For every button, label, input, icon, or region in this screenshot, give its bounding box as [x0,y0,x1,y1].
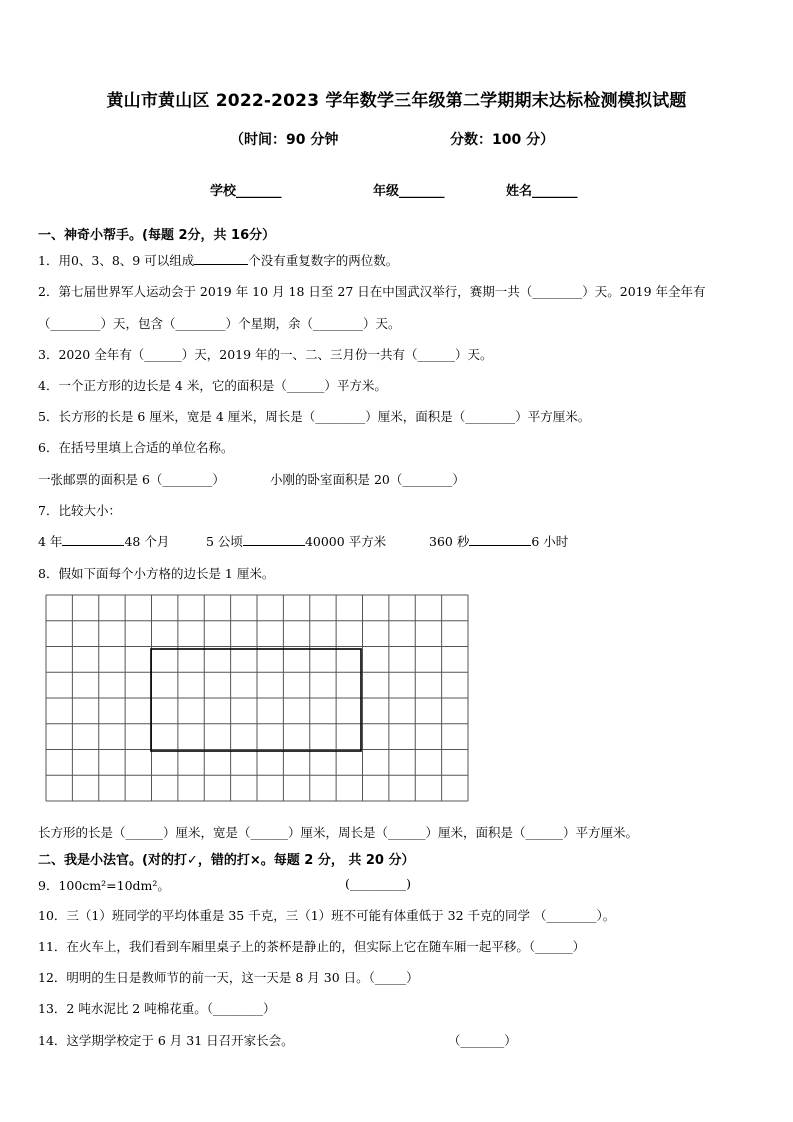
name-field[interactable]: 姓名_______ [506,184,578,199]
compare-a-right: 48 个月 [124,534,170,549]
question-14-answer[interactable]: （_______） [448,1033,517,1048]
question-1-blank[interactable] [194,252,248,265]
compare-b-left: 5 公顷 [206,534,243,549]
question-7-compare-a [38,532,169,550]
question-6-stem: 6．在括号里填上合适的单位名称。 [38,440,234,455]
compare-b-blank[interactable] [243,533,305,546]
question-11: 11．在火车上，我们看到车厢里桌子上的茶杯是静止的，但实际上它在随车厢一起平移。（______） [38,939,586,954]
grid-lines [46,595,468,801]
question-7-compare-b [206,532,386,550]
question-6-b: 小刚的卧室面积是 20（________） [270,472,465,487]
question-8-stem: 8．假如下面每个小方格的边长是 1 厘米。 [38,566,275,581]
page-title: 黄山市黄山区 2022-2023 学年数学三年级第二学期期末达标检测模拟试题 [106,91,687,111]
compare-b-right: 40000 平方米 [304,534,387,549]
question-7-compare-c [429,532,568,550]
rectangle-shape [151,649,361,751]
question-2-line-2: （________）天，包含（________）个星期，余（________）天。 [38,316,401,331]
section-1-title: 一、神奇小帮手。(每题 2分，共 16分） [38,228,276,243]
question-3: 3．2020 全年有（______）天，2019 年的一、二、三月份一共有（______）天。 [38,347,493,362]
question-12: 12．明明的生日是教师节的前一天，这一天是 8 月 30 日。（_____） [38,970,419,985]
question-10: 10．三（1）班同学的平均体重是 35 千克，三（1）班不可能有体重低于 32 千克的同学 （________）。 [38,908,616,923]
question-1-text-b: 个没有重复数字的两位数。 [248,253,399,268]
question-14: 14．这学期学校定于 6 月 31 日召开家长会。 [38,1033,294,1048]
question-2-line-1: 2．第七届世界军人运动会于 2019 年 10 月 18 日至 27 日在中国武汉举行，赛期一共（________）天。2019 年全年有 [38,284,706,299]
question-8-answer: 长方形的长是（______）厘米，宽是（______）厘米，周长是（______）厘米，面积是（______）平方厘米。 [38,825,639,840]
question-1 [38,251,398,269]
compare-c-left: 360 秒 [429,534,470,549]
compare-a-left: 4 年 [38,534,63,549]
question-5: 5．长方形的长是 6 厘米，宽是 4 厘米，周长是（________）厘米，面积是（________）平方厘米。 [38,409,591,424]
compare-c-blank[interactable] [469,533,531,546]
grade-field[interactable]: 年级_______ [373,184,445,199]
compare-c-right: 6 小时 [531,534,569,549]
exam-score: 分数：100 分） [450,132,555,148]
school-field[interactable]: 学校_______ [210,184,282,199]
section-2-title: 二、我是小法官。(对的打✓，错的打×。每题 2 分， 共 20 分） [38,853,415,868]
compare-a-blank[interactable] [62,533,124,546]
question-9-answer[interactable]: (_________) [345,876,412,891]
exam-time: （时间：90 分钟 [230,132,339,148]
question-1-text-a: 1．用0、3、8、9 可以组成 [38,253,195,268]
question-13: 13．2 吨水泥比 2 吨棉花重。（________） [38,1001,276,1016]
question-6-a: 一张邮票的面积是 6（________） [38,472,225,487]
square-grid-figure [44,593,470,803]
question-4: 4．一个正方形的边长是 4 米，它的面积是（______）平方米。 [38,378,387,393]
question-7-stem: 7．比较大小： [38,503,121,518]
question-9: 9．100cm²=10dm²。 [38,878,170,893]
